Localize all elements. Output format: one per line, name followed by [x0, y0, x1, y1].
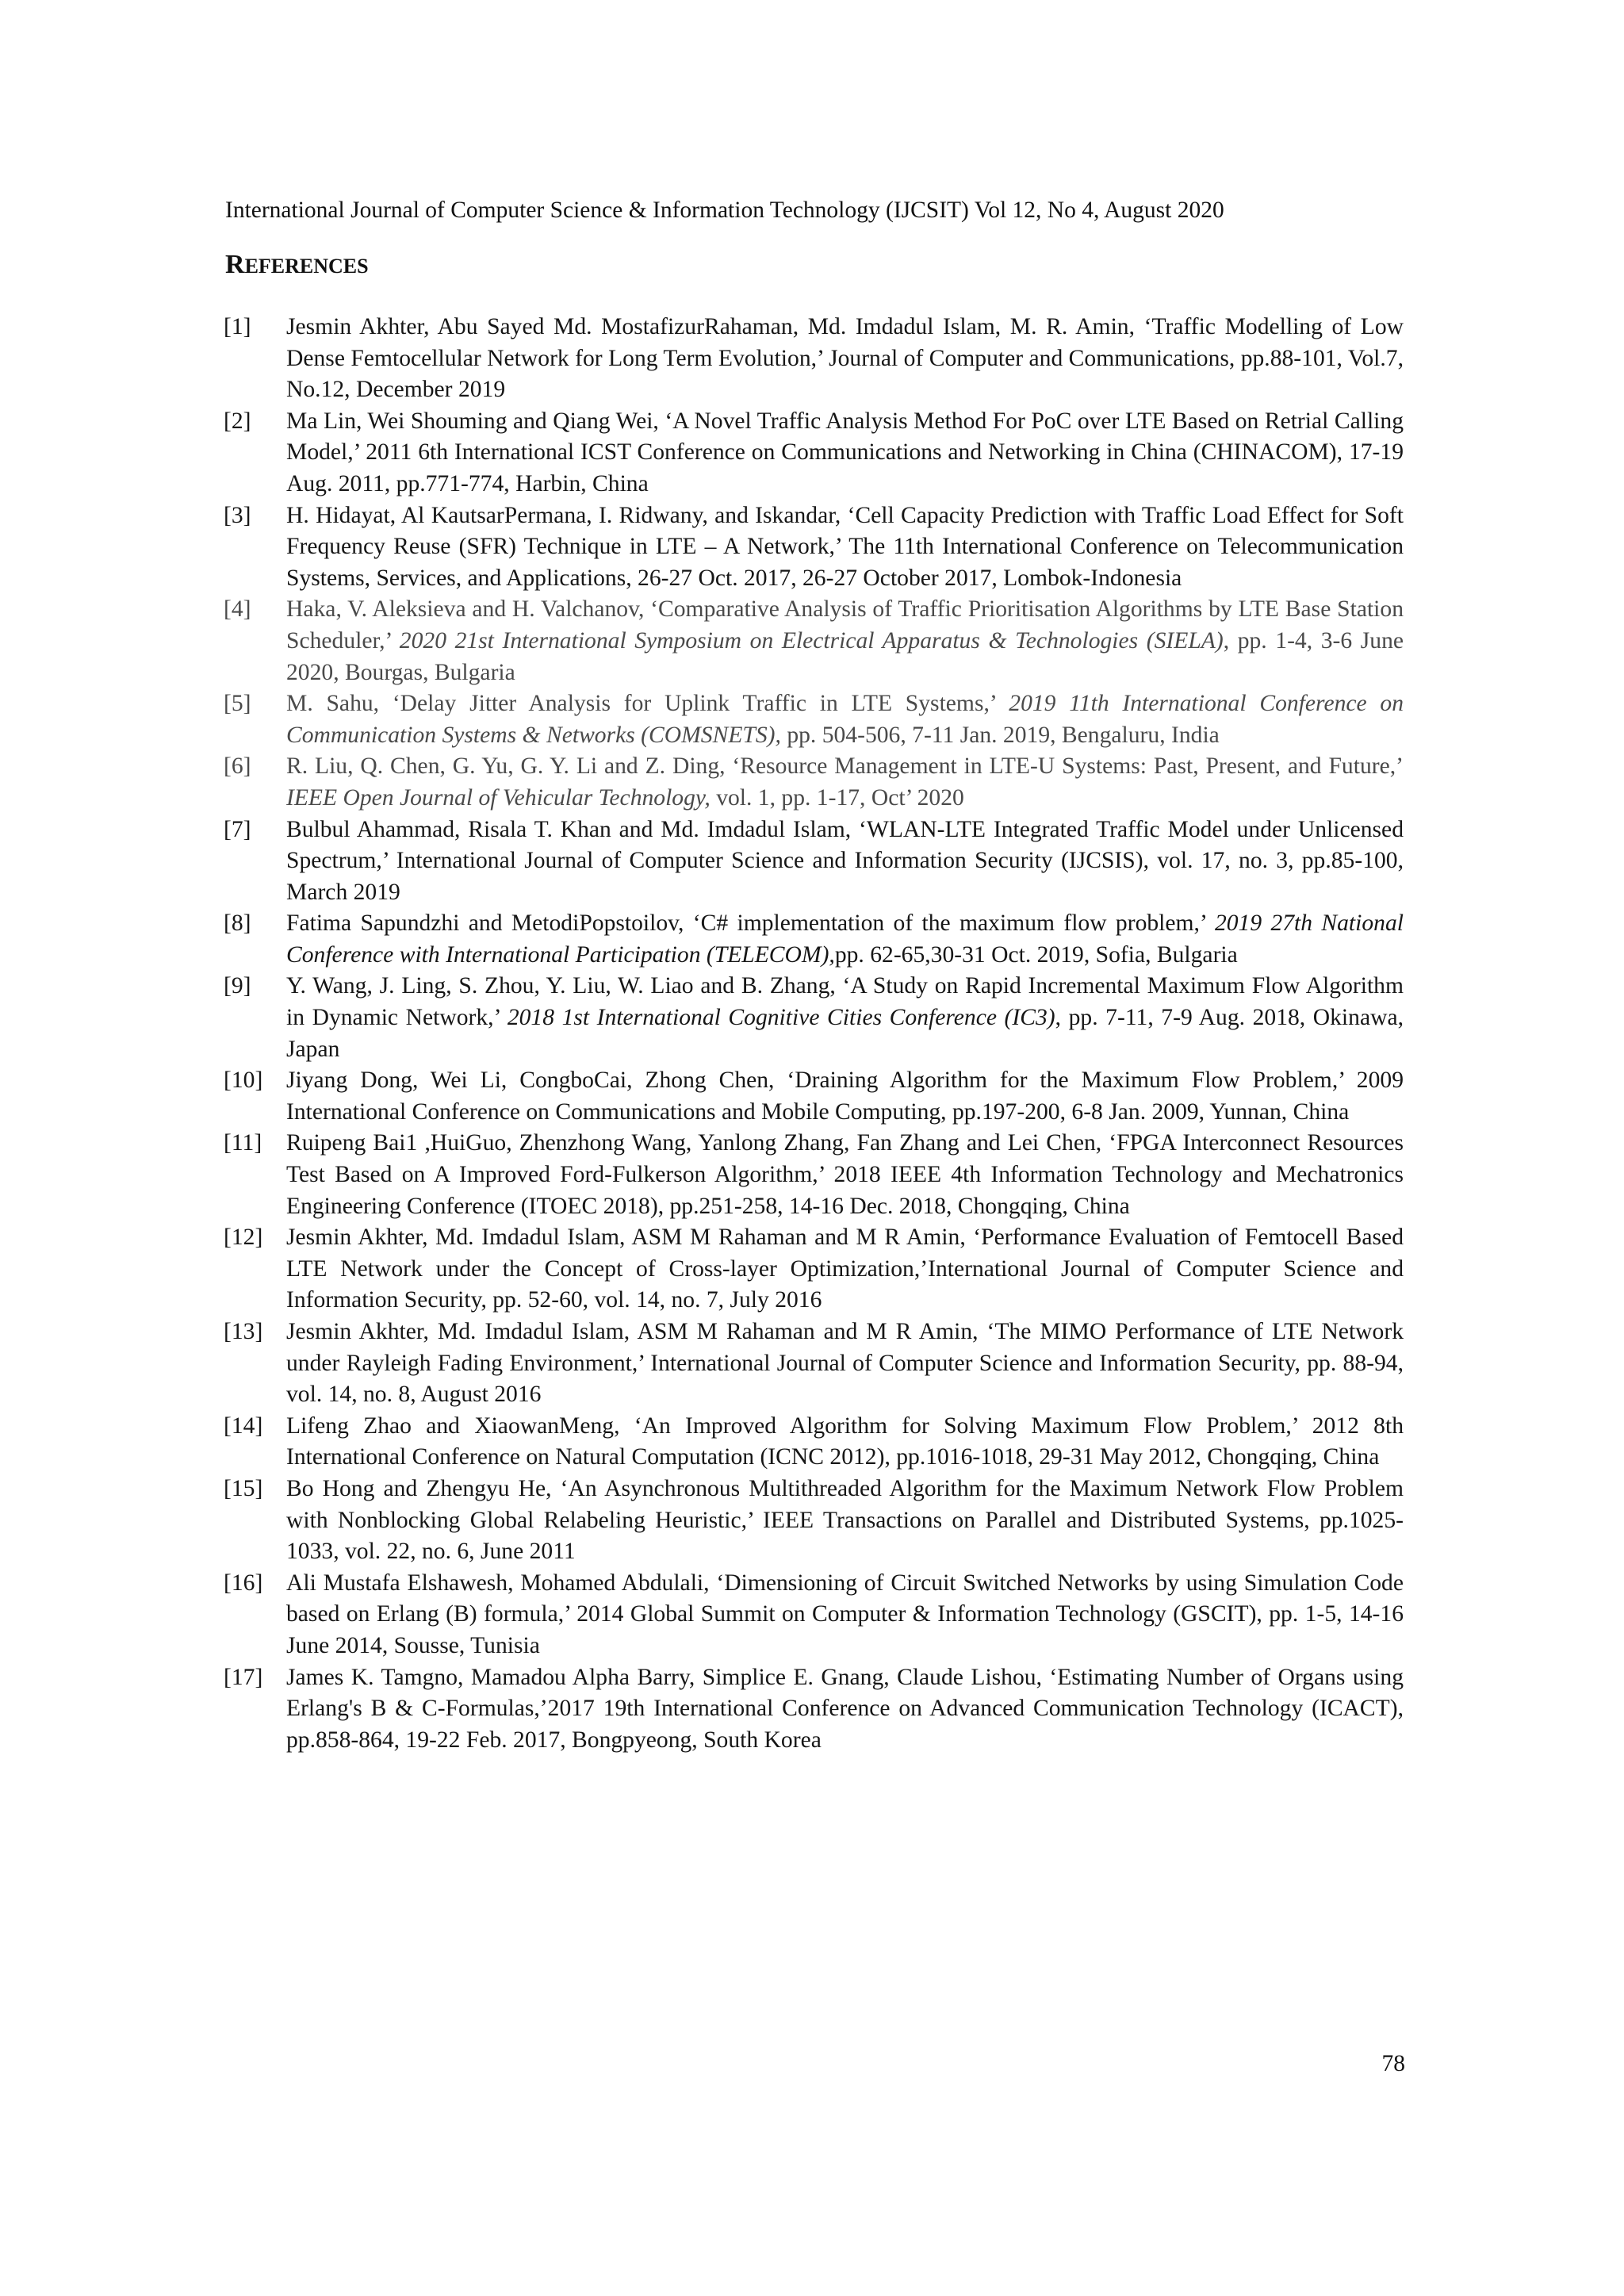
- reference-text: , pp. 1-4, 3-6 June 2020, Bourgas, Bulgaria: [286, 627, 1404, 685]
- reference-text: vol. 1, pp. 1-17, Oct’ 2020: [710, 784, 964, 811]
- journal-running-header: International Journal of Computer Science & Information Technology (IJCSIT) Vol 12, No 4, August 2020: [225, 197, 1224, 223]
- reference-number: [6]: [224, 753, 251, 780]
- reference-venue-italic: 2019 11th International Conference on Communication Systems & Networks (COMSNETS),: [286, 691, 1404, 748]
- reference-number: [17]: [224, 1664, 263, 1690]
- reference-item: [224, 908, 1404, 971]
- reference-text: Haka, V. Aleksieva and H. Valchanov, ‘Comparative Analysis of Traffic Prioritisation Algorithms by LTE Base Station Scheduler,’: [286, 596, 1404, 654]
- reference-text: Lifeng Zhao and XiaowanMeng, ‘An Improved Algorithm for Solving Maximum Flow Problem,’ 2012 8th International Conference on Natural Computation (ICNC 2012), pp.1016-1018, 29-31 May 2012, Chongqing, China: [286, 1412, 1404, 1470]
- reference-item: [224, 1128, 1404, 1222]
- reference-item: [224, 1411, 1404, 1474]
- reference-item: [224, 815, 1404, 909]
- reference-text: Fatima Sapundzhi and MetodiPopstoilov, ‘C# implementation of the maximum flow problem,’: [286, 910, 1215, 937]
- reference-venue-italic: IEEE Open Journal of Vehicular Technology,: [286, 784, 710, 811]
- reference-item: [224, 594, 1404, 688]
- references-heading: [225, 247, 369, 284]
- reference-number: [16]: [224, 1570, 263, 1596]
- reference-text: pp. 62-65,30-31 Oct. 2019, Sofia, Bulgaria: [834, 941, 1238, 968]
- reference-text: Ma Lin, Wei Shouming and Qiang Wei, ‘A Novel Traffic Analysis Method For PoC over LTE Based on Retrial Calling Model,’ 2011 6th International ICST Conference on Communications and Networking in China (CHINACOM), 17-19 Aug. 2011, pp.771-774, Harbin, China: [286, 408, 1404, 496]
- reference-text: Bo Hong and Zhengyu He, ‘An Asynchronous Multithreaded Algorithm for the Maximum Network Flow Problem with Nonblocking Global Relabeling Heuristic,’ IEEE Transactions on Parallel and Distributed Systems, pp.1025-1033, vol. 22, no. 6, June 2011: [286, 1475, 1404, 1565]
- reference-text: Ruipeng Bai1 ,HuiGuo, Zhenzhong Wang, Yanlong Zhang, Fan Zhang and Lei Chen, ‘FPGA Interconnect Resources Test Based on A Improved Ford-Fulkerson Algorithm,’ 2018 IEEE 4th Information Technology and Mechatronics Engineering Conference (ITOEC 2018), pp.251-258, 14-16 Dec. 2018, Chongqing, China: [286, 1130, 1404, 1219]
- reference-text: Jesmin Akhter, Abu Sayed Md. MostafizurRahaman, Md. Imdadul Islam, M. R. Amin, ‘Traffic Modelling of Low Dense Femtocellular Network for Long Term Evolution,’ Journal of Computer and Communications, pp.88-101, Vol.7, No.12, December 2019: [286, 314, 1404, 403]
- reference-item: [224, 500, 1404, 595]
- reference-text: Jiyang Dong, Wei Li, CongboCai, Zhong Chen, ‘Draining Algorithm for the Maximum Flow Problem,’ 2009 International Conference on Communications and Mobile Computing, pp.197-200, 6-8 Jan. 2009, Yunnan, China: [286, 1068, 1404, 1125]
- reference-venue-italic: 2018 1st International Cognitive Cities Conference (IC3): [507, 1005, 1055, 1031]
- heading-initial: R: [225, 250, 245, 279]
- reference-text: Jesmin Akhter, Md. Imdadul Islam, ASM M Rahaman and M R Amin, ‘The MIMO Performance of LTE Network under Rayleigh Fading Environment,’ International Journal of Computer Science and Information Security, pp. 88-94, vol. 14, no. 8, August 2016: [286, 1319, 1404, 1408]
- reference-item: [224, 1568, 1404, 1662]
- reference-number: [4]: [224, 596, 251, 623]
- reference-number: [15]: [224, 1475, 263, 1501]
- reference-text: R. Liu, Q. Chen, G. Yu, G. Y. Li and Z. Ding, ‘Resource Management in LTE-U Systems: Past, Present, and Future,’: [286, 753, 1404, 780]
- reference-text: Jesmin Akhter, Md. Imdadul Islam, ASM M Rahaman and M R Amin, ‘Performance Evaluation of Femtocell Based LTE Network under the Concept of Cross-layer Optimization,’International Journal of Computer Science and Information Security, pp. 52-60, vol. 14, no. 7, July 2016: [286, 1225, 1404, 1313]
- reference-venue-italic: 2020 21st International Symposium on Electrical Apparatus & Technologies (SIELA): [399, 627, 1224, 654]
- reference-text: M. Sahu, ‘Delay Jitter Analysis for Uplink Traffic in LTE Systems,’: [286, 691, 1009, 717]
- reference-item: [224, 1474, 1404, 1568]
- reference-item: [224, 1662, 1404, 1757]
- reference-item: [224, 312, 1404, 406]
- reference-number: [13]: [224, 1319, 263, 1344]
- reference-number: [1]: [224, 314, 251, 339]
- reference-text: Y. Wang, J. Ling, S. Zhou, Y. Liu, W. Liao and B. Zhang, ‘A Study on Rapid Incremental Maximum Flow Algorithm in Dynamic Network,’: [286, 973, 1404, 1031]
- reference-item: [224, 688, 1404, 751]
- reference-item: [224, 971, 1404, 1065]
- reference-number: [14]: [224, 1412, 263, 1439]
- reference-item: [224, 1065, 1404, 1128]
- reference-item: [224, 406, 1404, 500]
- reference-text: Ali Mustafa Elshawesh, Mohamed Abdulali, ‘Dimensioning of Circuit Switched Networks by using Simulation Code based on Erlang (B) formula,’ 2014 Global Summit on Computer & Information Technology (GSCIT), pp. 1-5, 14-16 June 2014, Sousse, Tunisia: [286, 1570, 1404, 1658]
- reference-text: H. Hidayat, Al KautsarPermana, I. Ridwany, and Iskandar, ‘Cell Capacity Prediction with Traffic Load Effect for Soft Frequency Reuse (SFR) Technique in LTE – A Network,’ The 11th International Conference on Telecommunication Systems, Services, and Applications, 26-27 Oct. 2017, 26-27 October 2017, Lombok-Indonesia: [286, 502, 1404, 591]
- reference-list: [224, 312, 1404, 1756]
- reference-item: [224, 1317, 1404, 1411]
- reference-text: pp. 504-506, 7-11 Jan. 2019, Bengaluru, India: [780, 722, 1220, 748]
- reference-item: [224, 751, 1404, 814]
- reference-text: , pp. 7-11, 7-9 Aug. 2018, Okinawa, Japan: [286, 1005, 1404, 1062]
- reference-number: [2]: [224, 408, 251, 434]
- reference-number: [7]: [224, 816, 251, 842]
- reference-venue-italic: 2019 27th National Conference with International Participation (TELECOM),: [286, 910, 1404, 968]
- heading-small-caps: EFERENCES: [244, 255, 369, 278]
- reference-number: [5]: [224, 691, 251, 717]
- reference-number: [10]: [224, 1068, 263, 1094]
- reference-number: [3]: [224, 502, 251, 528]
- reference-text: Bulbul Ahammad, Risala T. Khan and Md. Imdadul Islam, ‘WLAN-LTE Integrated Traffic Model under Unlicensed Spectrum,’ International Journal of Computer Science and Information Security (IJCSIS), vol. 17, no. 3, pp.85-100, March 2019: [286, 816, 1404, 905]
- reference-number: [8]: [224, 910, 251, 937]
- reference-number: [12]: [224, 1225, 263, 1251]
- page-number: 78: [1381, 2051, 1405, 2076]
- reference-number: [9]: [224, 973, 251, 999]
- reference-text: James K. Tamgno, Mamadou Alpha Barry, Simplice E. Gnang, Claude Lishou, ‘Estimating Number of Organs using Erlang's B & C-Formulas,’2017 19th International Conference on Advanced Communication Technology (ICACT), pp.858-864, 19-22 Feb. 2017, Bongpyeong, South Korea: [286, 1664, 1404, 1753]
- reference-number: [11]: [224, 1130, 262, 1156]
- reference-item: [224, 1222, 1404, 1317]
